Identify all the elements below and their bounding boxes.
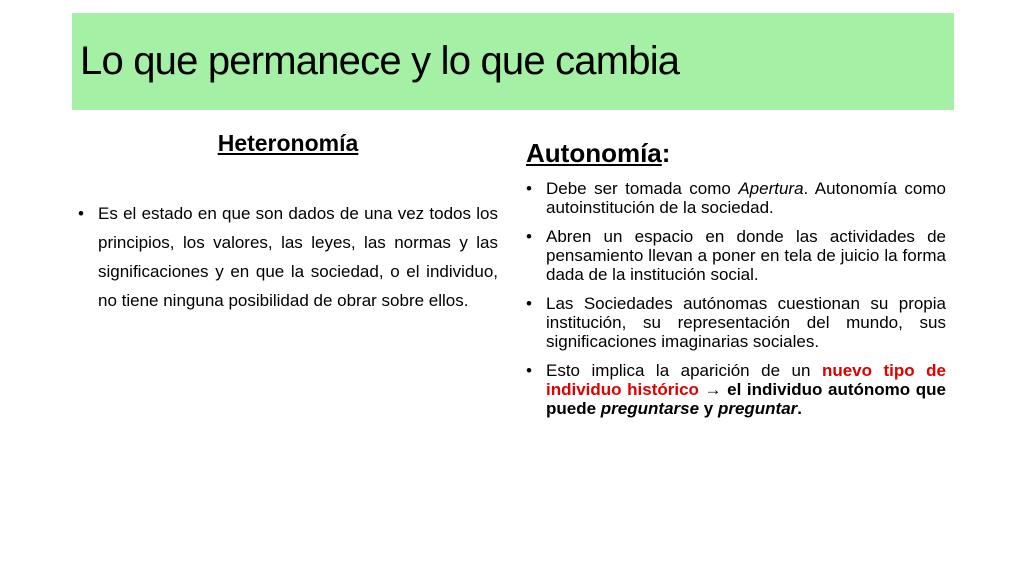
heteronomia-list [78,199,498,315]
autonomia-bullet-3: • Las Sociedades autónomas cuestionan su propia institución, su representación del mundo, sus significaciones imaginarias sociales. [526,294,946,351]
bullet1-text-a: Debe ser tomada como [546,179,739,198]
heteronomia-bullet: • Es el estado en que son dados de una vez todos los principios, los valores, las leyes, las normas y las significaciones y en que la sociedad, o el individuo, no tiene ninguna posibilidad de obrar sobre ellos. [78,199,498,315]
bullet4-highlight: nuevo tipo de individuo histórico [546,361,947,399]
autonomia-bullet-2: • Abren un espacio en donde las actividades de pensamiento llevan a poner en tela de juicio la forma dada de la institución social. [526,227,946,284]
heteronomia-heading: Heteronomía [217,130,359,156]
bullet4-text-d: y [699,399,718,418]
autonomia-heading-text: Autonomía [526,138,662,168]
bullet4-preguntar: preguntar [717,399,798,418]
autonomia-bullet-1 [526,179,946,217]
bullet1-apertura: Apertura [738,179,804,198]
bullet4-preguntarse: preguntarse [600,399,700,418]
bullet1-text-c: . Autonomía como autoinstitución de la sociedad. [546,179,947,217]
autonomia-heading-colon: : [661,138,671,168]
bullet4-period: . [797,399,803,418]
heteronomia-column [78,130,498,315]
autonomia-list [526,179,946,418]
slide-title: Lo que permanece y lo que cambia [80,39,680,83]
bullet4-text-b: el individuo autónomo que puede [546,380,946,418]
autonomia-bullet-4 [526,361,946,418]
right-arrow-icon: → [698,380,728,399]
title-bar [72,13,954,110]
autonomia-column [526,138,946,428]
bullet4-text-a: Esto implica la aparición de un [546,361,822,380]
autonomia-heading [526,138,946,169]
